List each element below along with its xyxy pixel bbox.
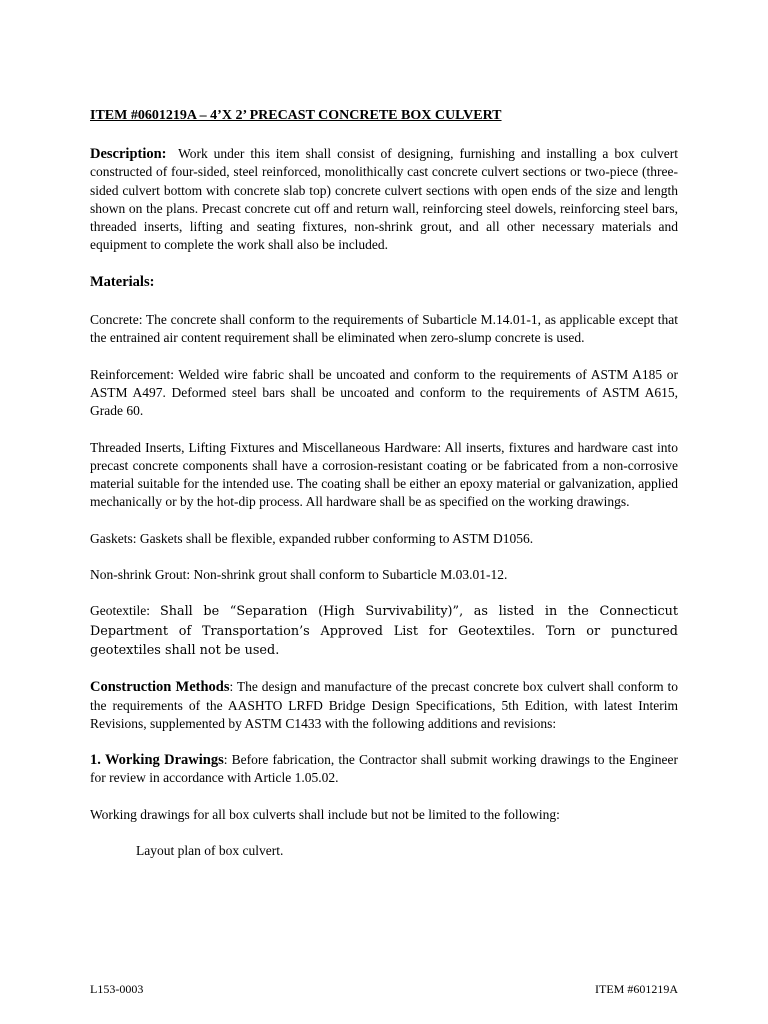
working-drawings-text: : Before fabrication, the Contractor shall submit working drawings to the Engineer for review in accordance with Article 1.05.02. <box>90 752 678 786</box>
construction-label: Construction Methods <box>90 679 230 696</box>
inserts-paragraph: Threaded Inserts, Lifting Fixtures and Miscellaneous Hardware: All inserts, fixtures and hardware cast into precast concrete components shall have a corrosion-resistant coating or be fabricated from a non-corrosive material suitable for the intended use. The coating shall be either an epoxy material or galvanization, applied mechanically or by the hot-dip process. All hardware shall be as specified on the working drawings. <box>90 439 678 510</box>
description-label: Description: <box>90 146 167 162</box>
grout-paragraph: Non-shrink Grout: Non-shrink grout shall conform to Subarticle M.03.01-12. <box>90 567 508 583</box>
geotextile-paragraph <box>90 602 678 660</box>
description-text: Work under this item shall consist of designing, furnishing and installing a box culvert constructed of four-sided, steel reinforced, monolithically cast concrete culvert sections or two-piece (three-sided culvert bottom with concrete slab top) concrete culvert sections with open ends of the size and length shown on the plans. Precast concrete cut off and return wall, reinforcing steel dowels, reinforcing steel bars, threaded inserts, lifting and seating fixtures, non-shrink grout, and all other necessary materials and equipment to complete the work shall also be included. <box>90 146 678 253</box>
concrete-paragraph: Concrete: The concrete shall conform to the requirements of Subarticle M.14.01-1, as applicable except that the entrained air content requirement shall be eliminated when zero-slump concrete is used. <box>90 312 678 346</box>
footer-doc-number: L153-0003 <box>90 982 144 996</box>
working-drawings-item-1: Layout plan of box culvert. <box>136 843 284 859</box>
reinforcement-paragraph: Reinforcement: Welded wire fabric shall be uncoated and conform to the requirements of ASTM A185 or ASTM A497. Deformed steel bars shall be uncoated and conform to the requirements of ASTM A615, Grade 60. <box>90 366 678 419</box>
geotextile-label: Geotextile: <box>90 603 150 619</box>
document-body <box>90 108 678 878</box>
working-drawings-paragraph <box>90 751 678 788</box>
materials-heading: Materials: <box>90 273 155 290</box>
gaskets-paragraph: Gaskets: Gaskets shall be flexible, expanded rubber conforming to ASTM D1056. <box>90 530 534 546</box>
footer-item-number: ITEM #601219A <box>595 982 678 996</box>
geotextile-text: Shall be “Separation (High Survivability)”, as listed in the Connecticut Department of Transportation’s Approved List for Geotextiles. Torn or punctured geotextiles shall not be used. <box>90 604 678 658</box>
item-title: ITEM #0601219A – 4’X 2’ PRECAST CONCRETE BOX CULVERT <box>90 108 502 123</box>
construction-paragraph <box>90 678 678 733</box>
working-drawings-intro: Working drawings for all box culverts shall include but not be limited to the following: <box>90 806 560 822</box>
description-paragraph <box>90 145 678 255</box>
working-drawings-label: 1. Working Drawings <box>90 752 224 769</box>
construction-text: : The design and manufacture of the precast concrete box culvert shall conform to the requirements of the AASHTO LRFD Bridge Design Specifications, 5th Edition, with latest Interim Revisions, supplemented by ASTM C1433 with the following additions and revisions: <box>90 679 678 731</box>
